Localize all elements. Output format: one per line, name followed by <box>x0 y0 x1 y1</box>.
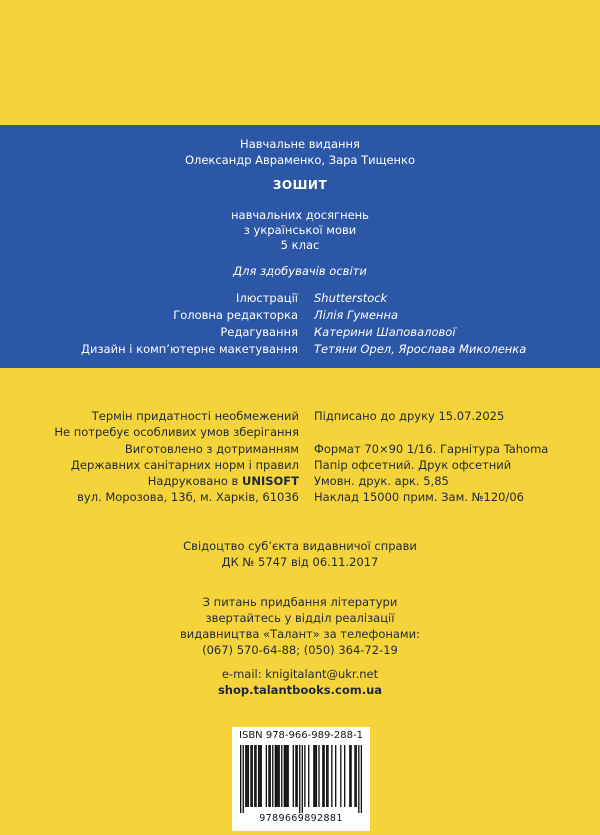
purchase-info <box>0 594 600 658</box>
credit-name: Лілія Гуменна <box>314 308 399 322</box>
barcode-bar <box>326 745 327 807</box>
barcode-bar <box>356 745 357 807</box>
publisher-certificate <box>0 538 600 570</box>
barcode-bar <box>361 745 362 813</box>
barcode-bar <box>285 745 286 807</box>
credit-name: Тетяни Орел, Ярослава Миколенка <box>314 342 527 356</box>
certificate-number: ДК № 5747 від 06.11.2017 <box>221 555 379 569</box>
credit-role: Ілюстрації <box>235 291 298 305</box>
barcode-bar <box>327 745 328 807</box>
barcode-bar <box>304 745 305 807</box>
credit-role: Дизайн і комп’ютерне макетування <box>81 342 298 356</box>
signed-date: Підписано до друку 15.07.2025 <box>314 409 505 423</box>
barcode-bar <box>258 745 259 807</box>
imprint-line: Папір офсетний. Друк офсетний <box>314 457 512 472</box>
spacer-line <box>314 424 548 440</box>
barcode-bar <box>302 745 303 813</box>
barcode-bar <box>297 745 298 807</box>
barcode-bar <box>335 745 336 807</box>
barcode-bar <box>266 745 267 807</box>
grade: 5 клас <box>280 238 320 252</box>
barcode-bar <box>344 745 345 807</box>
barcode-bar <box>254 745 255 807</box>
imprint-line: Формат 70×90 1/16. Гарнітура Tahoma <box>314 441 549 456</box>
barcode-bar <box>277 745 278 807</box>
barcode-bar <box>354 745 355 807</box>
subtitle-line-2: з української мови <box>243 223 357 237</box>
barcode-bar <box>270 745 271 807</box>
imprint-left-column <box>54 408 299 506</box>
purchase-line: видавництва «Талант» за телефонами: <box>180 627 420 641</box>
isbn-text: ISBN 978-966-989-288-1 <box>239 730 363 741</box>
barcode-bar <box>318 745 319 807</box>
edition-type: Навчальне видання <box>240 137 360 151</box>
barcode-bar <box>243 745 244 813</box>
barcode-bar <box>248 745 249 807</box>
barcode-bar <box>275 745 276 807</box>
book-title: ЗОШИТ <box>272 178 328 192</box>
imprint-line: Виготовлено з дотриманням <box>124 441 299 456</box>
barcode-bar <box>279 745 280 807</box>
certificate-line: Свідоцтво суб’єкта видавничої справи <box>183 539 417 553</box>
barcode-bar <box>358 745 359 813</box>
imprint-line: Термін придатності необмежений <box>91 409 299 423</box>
barcode-bar <box>259 745 260 807</box>
barcode-bar <box>246 745 247 807</box>
shop-url: shop.talantbooks.com.ua <box>217 683 383 697</box>
imprint-right-column <box>314 408 548 506</box>
email: e-mail: knigitalant@ukr.net <box>221 667 379 681</box>
barcode-bar <box>314 745 315 807</box>
credit-role: Редагування <box>220 325 298 339</box>
barcode-bar <box>288 745 289 807</box>
subtitle-line-1: навчальних досягнень <box>231 208 369 222</box>
credit-row <box>0 290 600 307</box>
barcode-bar <box>323 745 324 807</box>
barcode-bar <box>272 745 273 807</box>
barcode-digits: 9789669892881 <box>259 813 343 824</box>
imprint-line: Державних санітарних норм і правил <box>70 457 299 472</box>
printer-address: вул. Морозова, 13б, м. Харків, 61036 <box>77 490 299 505</box>
barcode-label <box>232 727 370 831</box>
phone-numbers: (067) 570-64-88; (050) 364-72-19 <box>202 643 398 657</box>
credit-name: Катерини Шаповалової <box>314 325 456 339</box>
barcode-bar <box>252 745 253 807</box>
printer-prefix: Надруковано в <box>147 474 239 489</box>
credit-name: Shutterstock <box>314 291 388 305</box>
barcode-bar <box>268 745 269 807</box>
barcode-bar <box>284 745 285 807</box>
barcode-bar <box>255 745 256 807</box>
audience: Для здобувачів освіти <box>233 264 367 278</box>
title-band <box>0 125 600 368</box>
printer-name: UNISOFT <box>241 474 299 489</box>
credit-row <box>0 341 600 358</box>
imprint-line: Умовн. друк. арк. 5,85 <box>314 474 449 489</box>
credit-row <box>0 307 600 324</box>
barcode-bar <box>308 745 309 807</box>
contact-info <box>0 666 600 698</box>
imprint-line: Наклад 15000 прим. Зам. №120/06 <box>314 490 524 505</box>
barcode-bar <box>295 745 296 807</box>
barcode-bar <box>316 745 317 807</box>
barcode-bar <box>250 745 251 807</box>
barcode-bar <box>350 745 351 807</box>
barcode-bar <box>240 745 241 813</box>
barcode-bar <box>313 745 314 807</box>
barcode-bar <box>276 745 277 807</box>
barcode-bar <box>281 745 282 807</box>
printer-line <box>54 473 299 489</box>
barcode-bar <box>340 745 341 807</box>
barcode-bar <box>261 745 262 807</box>
barcode-bar <box>286 745 287 807</box>
credits-list <box>0 290 600 358</box>
credit-role: Головна редакторка <box>173 308 298 322</box>
barcode-bar <box>349 745 350 807</box>
purchase-line: звертайтесь у відділ реалізації <box>205 611 395 625</box>
barcode-bar <box>293 745 294 807</box>
barcode-bar <box>245 745 246 807</box>
imprint-line: Не потребує особливих умов зберігання <box>54 425 299 440</box>
credit-row <box>0 324 600 341</box>
barcode-bar <box>299 745 300 813</box>
barcode-bar <box>331 745 332 807</box>
barcode-icon <box>240 745 362 813</box>
barcode-bar <box>322 745 323 807</box>
authors: Олександр Авраменко, Зара Тищенко <box>184 153 416 167</box>
purchase-line: З питань придбання літератури <box>202 595 398 609</box>
